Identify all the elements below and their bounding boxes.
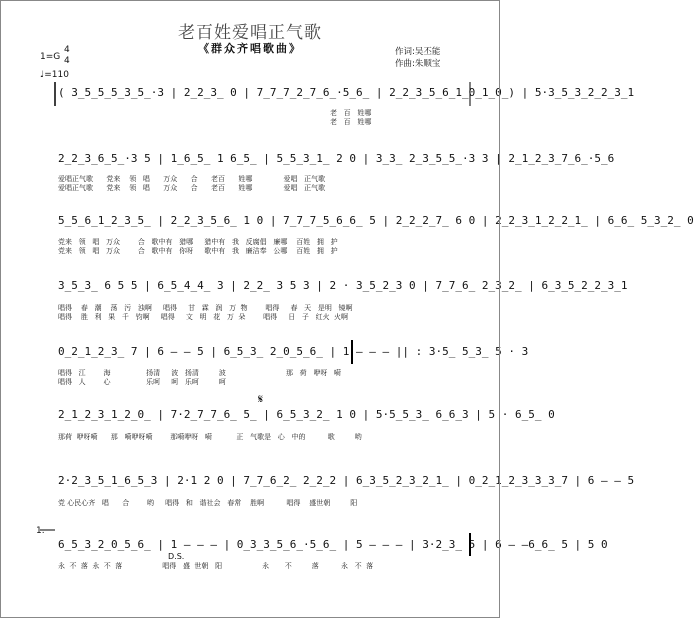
time-signature-top: 4 [64, 45, 70, 55]
notes-line-2: 2̲2̲3̲6̲5̲·3 5 | 1̲6̲5̲ 1 6̲5̲ | 5̲5̲3̲1̲ 2 0 | 3̲3̲ 2̲3̲5̲5̲·3 3 | 2̲1̲2̲3̲7̲6̲·5̲6 [58, 152, 615, 165]
notes-line-4: 3̲5̲3̲ 6 5 5 | 6̲5̲4̲4̲ 3 | 2̲2̲ 3 5 3 | 2 · 3̲5̲2̲3 0 | 7̲7̲6̲ 2̲3̲2̲ | 6̲3̲5̲2̲2̲3̲1 [58, 279, 628, 292]
lyric-line-1b: 老 百 姓哪 [330, 118, 372, 126]
page-border [1, 1, 500, 618]
tempo-marking: ♩=110 [40, 70, 69, 80]
lyric-line-4a: 唱得 春 潮 荡 污 浊啊 唱得 甘 霖 润 万 物 唱得 春 天 是明 镜啊 [58, 304, 353, 312]
composer: 作曲:朱顺宝 [395, 59, 441, 69]
notes-line-1: ( 3̲5̲5̲5̲3̲5̲·3 | 2̲2̲3̲ 0 | 7̲7̲7̲2̲7̲6̲·5̲6̲ | 2̲2̲3̲5̲6̲1̲0̲1̲0̲) | 5·3̲5̲3̲2̲2̲3̲1 [58, 86, 635, 99]
lyric-line-2b: 爱唱正气歌 党来 领 唱 万众 合 老百 姓哪 爱唱 正气歌 [58, 184, 326, 192]
time-signature-bottom: 4 [64, 56, 70, 66]
lyric-line-2a: 爱唱正气歌 党来 领 唱 万众 合 老百 姓哪 爱唱 正气歌 [58, 175, 326, 183]
volta-one: 1. [36, 526, 45, 536]
lyric-line-3a: 党来 领 唱 万众 合 歌中有 猎哪 猎中有 我 反腐倡 廉哪 百姓 拥 护 [58, 238, 338, 246]
notes-line-8: 6̲5̲3̲2̲0̲5̲6̲ | 1 – – – | 0̲3̲3̲5̲6̲·5̲6̲ | 5 – – – | 3·2̲3̲ 5 | 6 – –6̲6̲ 5 | 5 0 [58, 538, 608, 551]
notes-line-5: 0̲2̲1̲2̲3̲ 7 | 6 – – 5 | 6̲5̲3̲ 2̲0̲5̲6̲ | 1 – – – || : 3·5̲ 5̲3̲ 5 · 3 [58, 345, 529, 358]
lyric-line-1a: 老 百 姓哪 [330, 109, 372, 117]
lyric-line-5a: 唱得 江 海 扬清 波 扬清 波 那 荷 咿呀 嗬 [58, 369, 342, 377]
key-signature: 1=G [40, 52, 61, 62]
segno-sign: 𝄋 [258, 392, 264, 406]
notes-line-7: 2·2̲3̲5̲1̲6̲5̲3 | 2·1 2 0 | 7̲7̲6̲2̲ 2̲2̲2 | 6̲3̲5̲2̲3̲2̲1̲ | 0̲2̲1̲2̲3̲3̲3̲7 | 6 – – 5 [58, 474, 635, 487]
song-subtitle: 《群众齐唱歌曲》 [198, 42, 302, 55]
notes-line-6: 2̲1̲2̲3̲1̲2̲0̲ | 7·2̲7̲7̲6̲ 5̲ | 6̲5̲3̲2̲ 1 0 | 5·5̲5̲3̲ 6̲6̲3 | 5 · 6̲5̲ 0 [58, 408, 555, 421]
lyric-line-6a: 那荷 咿呀嗬 那 嗬咿呀嗬 那嗬咿呀 嗬 正 气歌是 心 中的 歌 哟 [58, 433, 362, 441]
lyric-line-4b: 唱得 胜 利 果 千 钧啊 唱得 文 明 花 万 朵 唱得 日 子 红火 火啊 [58, 313, 349, 321]
lyric-line-3b: 党来 领 唱 万众 合 歌中有 你呀 歌中有 我 廉洁奉 公哪 百姓 拥 护 [58, 247, 338, 255]
ds-marking: D.S. [168, 552, 185, 561]
lyricist: 作词:吴丕能 [395, 47, 441, 57]
notes-line-3: 5̲5̲6̲1̲2̲3̲5̲ | 2̲2̲3̲5̲6̲ 1 0 | 7̲7̲7̲5̲6̲6̲ 5 | 2̲2̲2̲7̲ 6 0 | 2̲2̲3̲1̲2̲2̲1̲ | 6̲6̲ 5̲3̲2̲ 0 [58, 214, 694, 227]
song-title: 老百姓爱唱正气歌 [178, 23, 322, 43]
lyric-line-8a: 永 不 落 永 不 落 唱得 盛 世朝 阳 永 不 落 永 不 落 [58, 562, 374, 570]
lyric-line-5b: 唱得 人 心 乐呵 呵 乐呵 呵 [58, 378, 226, 386]
lyric-line-7a: 党 心民心齐 唱 合 哟 唱得 和 谐社会 春常 胜啊 唱得 盛世朝 阳 [58, 499, 358, 507]
